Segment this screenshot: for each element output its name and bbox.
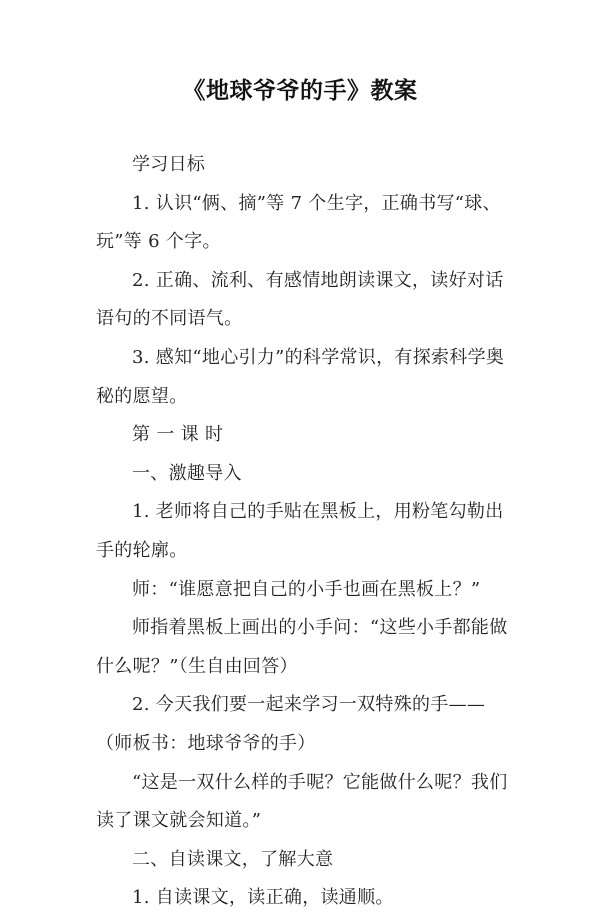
section-heading-introduction: 一、激趣导入: [132, 462, 242, 484]
teacher-quote: “这是一双什么样的手呢？它能做什么呢？我们读了课文就会知道。”: [96, 771, 508, 832]
lesson-period-heading: 第 一 课 时: [132, 424, 224, 446]
section-heading-objectives: 学习日标: [132, 154, 206, 175]
objective-3: 3. 感知“地心引力”的科学常识，有探索科学奥秘的愿望。: [96, 346, 505, 407]
teacher-question: 师：“谁愿意把自己的小手也画在黑板上？”: [132, 578, 481, 600]
objective-2: 2. 正确、流利、有感情地朗读课文，读好对话语句的不同语气。: [96, 269, 504, 330]
section-heading-self-reading: 二、自读课文，了解大意: [132, 848, 334, 870]
document-body: [96, 146, 516, 918]
teacher-prompt: 师指着黑板上画出的小手问：“这些小手都能做什么呢？”（生自由回答）: [96, 617, 508, 677]
intro-step-1: 1. 老师将自己的手贴在黑板上，用粉笔勾勒出手的轮廓。: [96, 501, 504, 561]
document-title: 《地球爷爷的手》教案: [182, 78, 418, 104]
self-reading-step-1: 1. 自读课文，读正确，读通顺。: [132, 887, 394, 909]
intro-step-2: 2. 今天我们要一起来学习一双特殊的手——（师板书：地球爷爷的手）: [96, 694, 486, 754]
objective-1: 1. 认识“俩、摘”等 7 个生字，正确书写“球、玩”等 6 个字。: [96, 192, 501, 253]
